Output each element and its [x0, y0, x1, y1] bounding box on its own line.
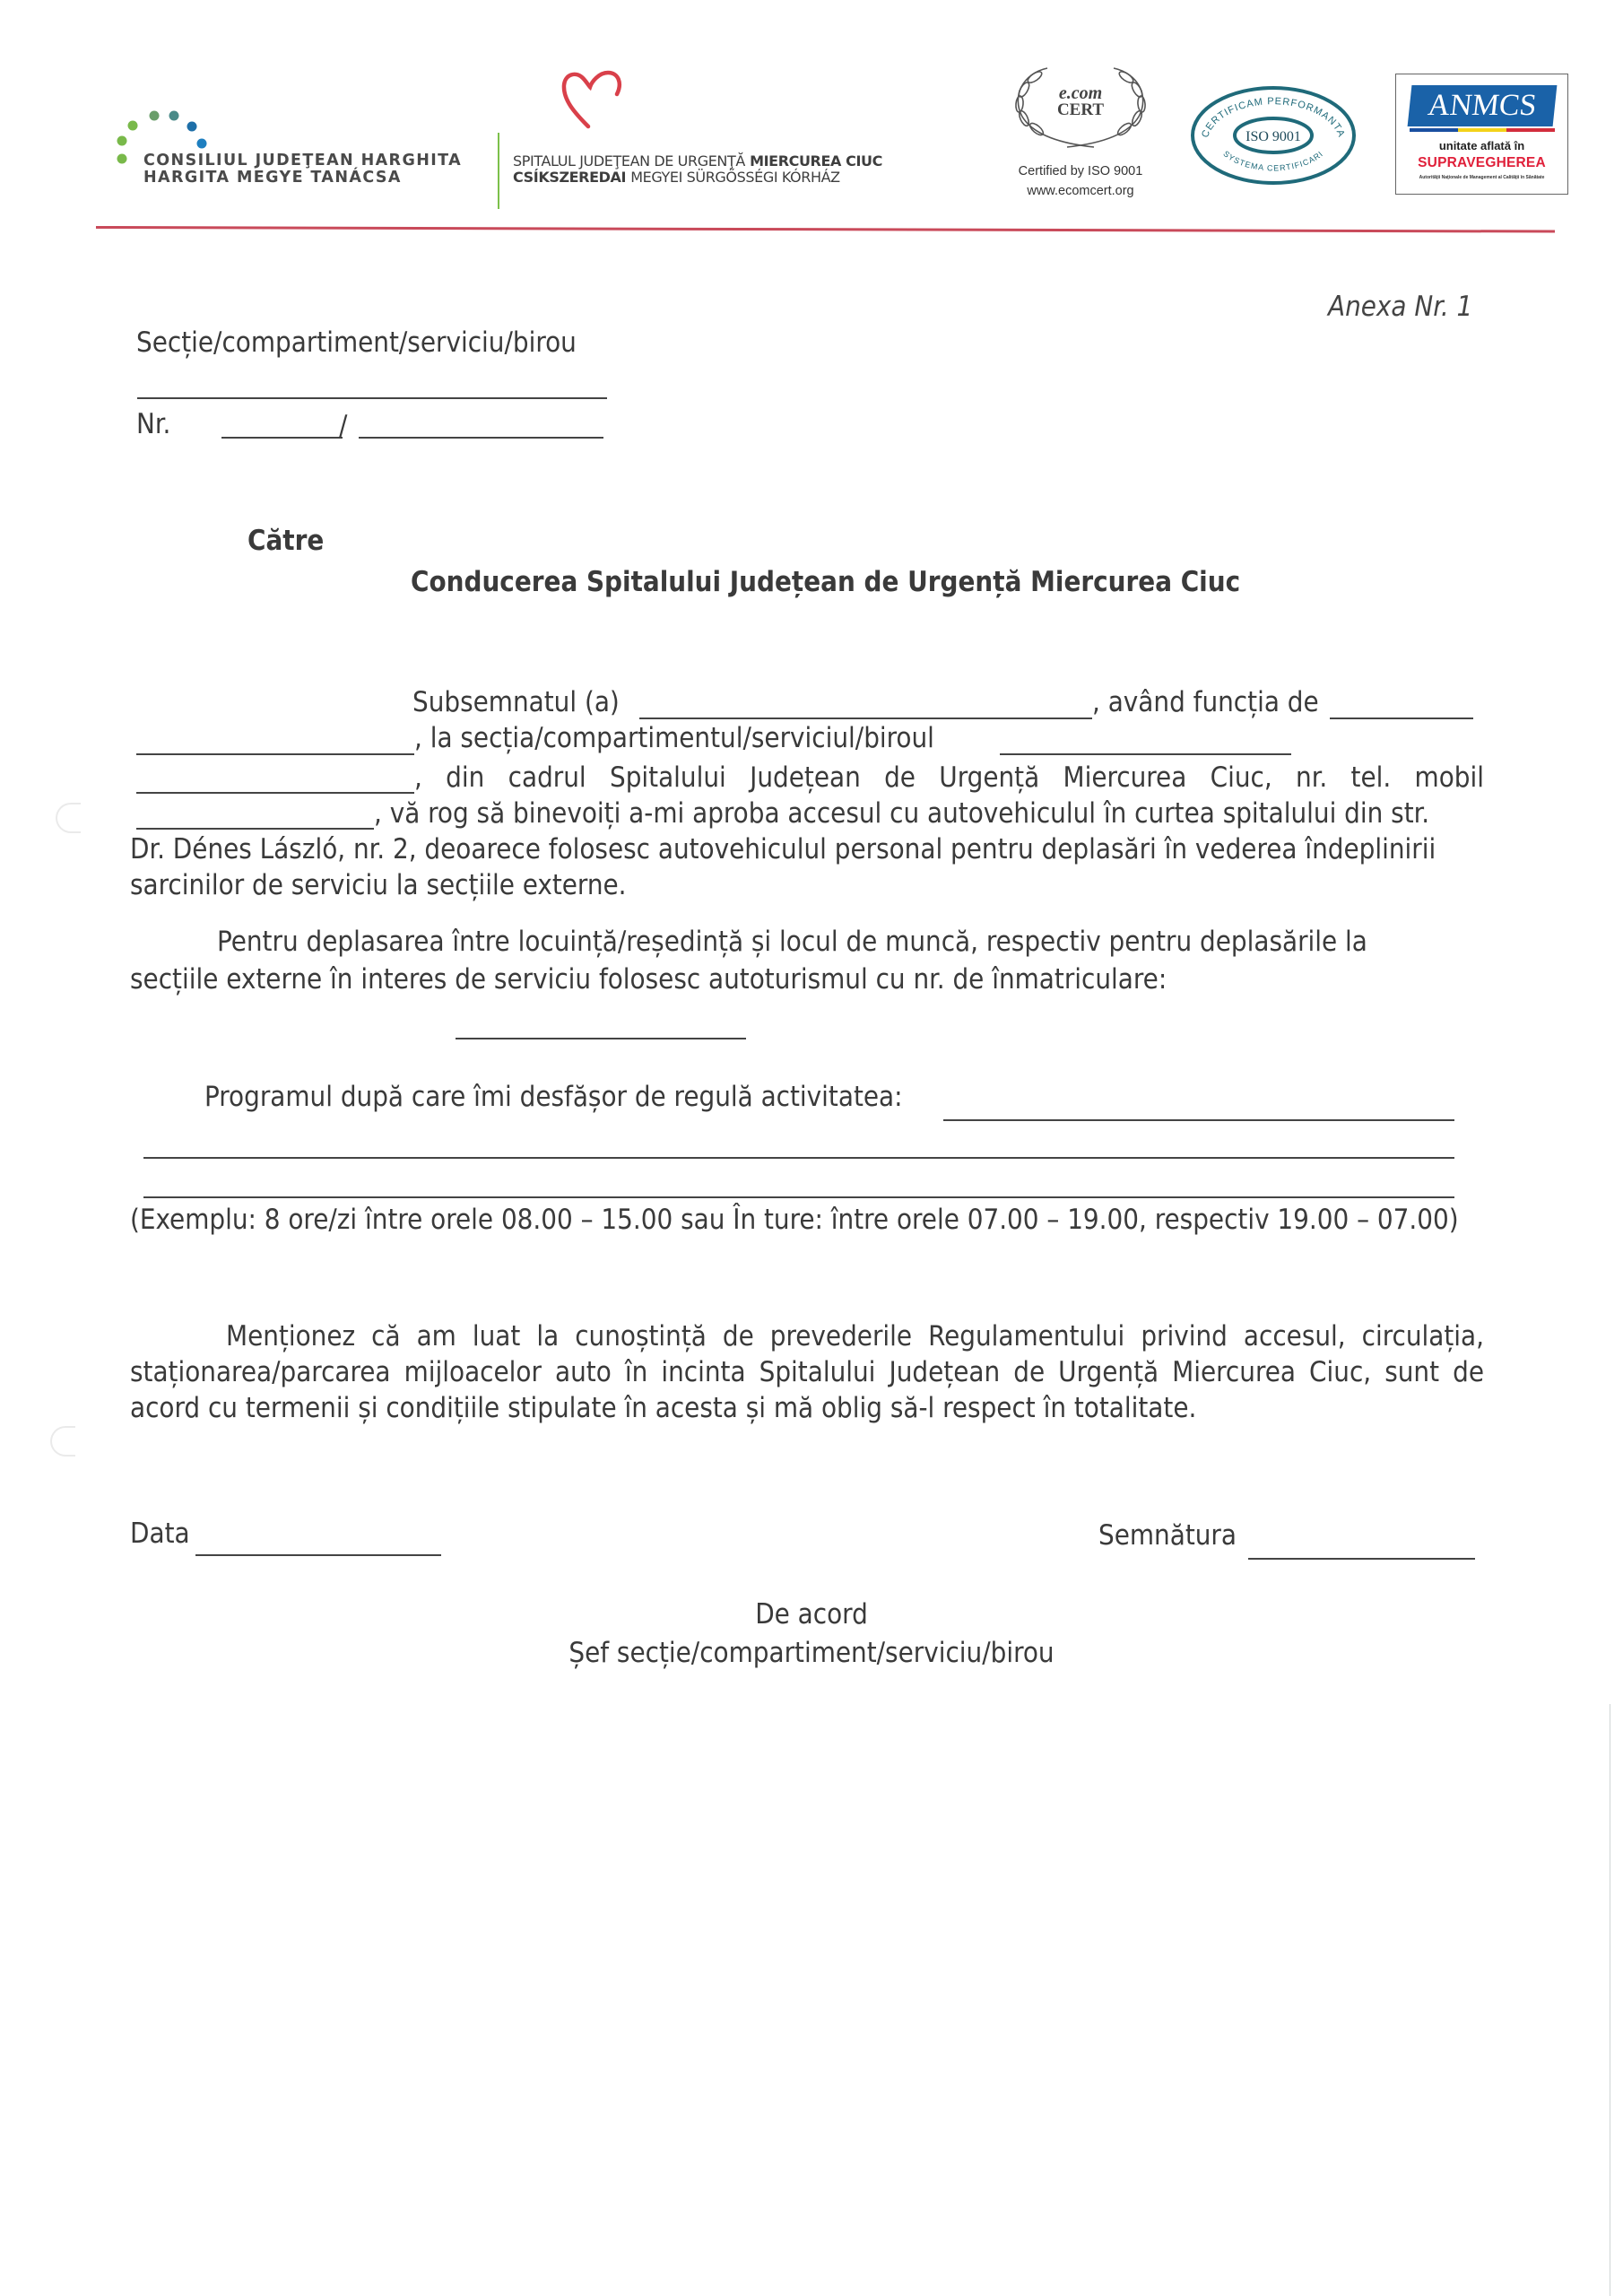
punch-hole-mark — [50, 1426, 75, 1457]
anmcs-line1: unitate aflată în — [1438, 139, 1525, 152]
hospital-name-hu: MEGYEI SÜRGŐSSÉGI KÓRHÁZ — [630, 169, 840, 186]
section-label: Secție/compartiment/serviciu/birou — [136, 326, 577, 359]
hospital-name — [513, 153, 882, 186]
vehicle-text-line2: secțiile externe în interes de serviciu folosesc autoturismul cu nr. de înmatriculare: — [130, 963, 1167, 996]
hospital-city: MIERCUREA CIUC — [750, 152, 882, 170]
function-field-part1[interactable] — [1330, 718, 1473, 719]
annex-number: Anexa Nr. 1 — [1328, 291, 1473, 323]
ecomcert-logo-text-2: CERT — [1056, 100, 1105, 119]
ecomcert-caption — [991, 161, 1170, 201]
approval-label: De acord — [755, 1598, 868, 1631]
iso-seal-center-text: ISO 9001 — [1245, 129, 1301, 144]
hospital-name-ro: SPITALUL JUDEŢEAN DE URGENŢĂ — [513, 152, 745, 170]
full-name-field[interactable] — [639, 718, 1092, 719]
department-label: , la secția/compartimentul/serviciul/biroul — [414, 722, 934, 754]
section-field[interactable] — [137, 397, 607, 399]
ecomcert-certified: Certified by ISO 9001 — [1018, 164, 1143, 178]
heart-logo-icon — [556, 67, 628, 130]
mobile-phone-field[interactable] — [136, 828, 374, 830]
schedule-field-line1[interactable] — [943, 1119, 1454, 1121]
vehicle-text-line1: Pentru deplasarea între locuință/reședință și locul de muncă, respectiv pentru deplasările la — [217, 926, 1367, 958]
header-divider — [498, 133, 499, 209]
county-council-name-hu: HARGITA MEGYE TANÁCSA — [143, 169, 402, 187]
date-field[interactable] — [195, 1554, 441, 1556]
date-label: Data — [130, 1518, 190, 1550]
schedule-field-line2[interactable] — [143, 1157, 1454, 1159]
iso-9001-seal-icon — [1188, 83, 1358, 187]
schedule-example: (Exemplu: 8 ore/zi între orele 08.00 – 15.00 sau În ture: între orele 07.00 – 19.00, respectiv 19.00 – 07.00) — [130, 1204, 1459, 1236]
ecomcert-logo-icon — [1004, 61, 1157, 151]
registration-date-field[interactable] — [359, 437, 603, 439]
license-plate-field[interactable] — [456, 1038, 746, 1039]
regulation-acknowledgement: Menționez că am luat la cunoștință de prevederile Regulamentului privind accesul, circulația, staționarea/parcarea mijloacelor auto în incinta Spitalului Județean de Urgență Miercurea Ciuc, sunt de acord cu termenii și condițiile stipulate în acesta și mă oblig să-l respect în totalitate. — [130, 1320, 1484, 1424]
punch-hole-mark — [56, 803, 81, 833]
function-label: , având funcția de — [1092, 686, 1319, 718]
council-logo-dot — [197, 139, 207, 149]
anmcs-line2: SUPRAVEGHEREA — [1418, 155, 1546, 170]
ecomcert-logo-text-1: e.com — [1058, 83, 1103, 103]
iso-seal-top-text: CERTIFICAM PERFORMANTA — [1200, 96, 1347, 140]
schedule-label: Programul după care îmi desfășor de regulă activitatea: — [204, 1081, 903, 1113]
council-logo-dot — [150, 111, 160, 121]
ecomcert-url: www.ecomcert.org — [1027, 184, 1134, 198]
registration-nr-field[interactable] — [221, 437, 343, 439]
county-council-name — [143, 152, 462, 187]
function-field-part2[interactable] — [136, 753, 414, 755]
department-field-part2[interactable] — [136, 792, 414, 794]
council-logo-dot — [187, 122, 197, 132]
schedule-field-line3[interactable] — [143, 1196, 1454, 1198]
hospital-city-hu: CSÍKSZEREDAI — [513, 169, 627, 186]
request-access-text: , vă rog să binevoiți a-mi aproba accesul cu autovehiculul în curtea spitalului din str. — [374, 797, 1430, 830]
subsemnatul-label: Subsemnatul (a) — [412, 686, 620, 718]
council-logo-dot — [169, 111, 179, 121]
registration-nr-label: Nr. — [136, 408, 171, 440]
duties-text: sarcinilor de serviciu la secțiile externe. — [130, 869, 627, 901]
anmcs-title: ANMCS — [1408, 85, 1558, 126]
address-reason-text: Dr. Dénes László, nr. 2, deoarece folosesc autovehiculul personal pentru deplasări în vederea îndeplinirii — [130, 833, 1436, 865]
county-council-name-ro: CONSILIUL JUDEŢEAN HARGHITA — [143, 152, 463, 170]
registration-nr-separator: / — [339, 410, 348, 442]
council-logo-dot — [117, 136, 127, 146]
anmcs-flag-stripe — [1410, 128, 1555, 132]
department-field-part1[interactable] — [1000, 753, 1291, 755]
council-logo-dot — [117, 154, 127, 164]
anmcs-line3: Autorităţii Naţionale de Management al Calităţii în Sănătate — [1419, 175, 1545, 180]
signature-field[interactable] — [1248, 1558, 1475, 1560]
signature-label: Semnătura — [1098, 1519, 1237, 1552]
header-rule — [96, 226, 1555, 233]
within-hospital-text: , din cadrul Spitalului Județean de Urgență Miercurea Ciuc, nr. tel. mobil — [414, 761, 1484, 794]
approver-title: Șef secție/compartiment/serviciu/birou — [568, 1637, 1055, 1669]
addressee: Conducerea Spitalului Județean de Urgență Miercurea Ciuc — [411, 566, 1241, 598]
council-logo-dot — [128, 121, 138, 131]
to-label: Către — [247, 525, 325, 557]
iso-seal-bottom-text: SYSTEMA CERTIFICARI — [1221, 149, 1325, 173]
anmcs-badge — [1395, 74, 1568, 195]
